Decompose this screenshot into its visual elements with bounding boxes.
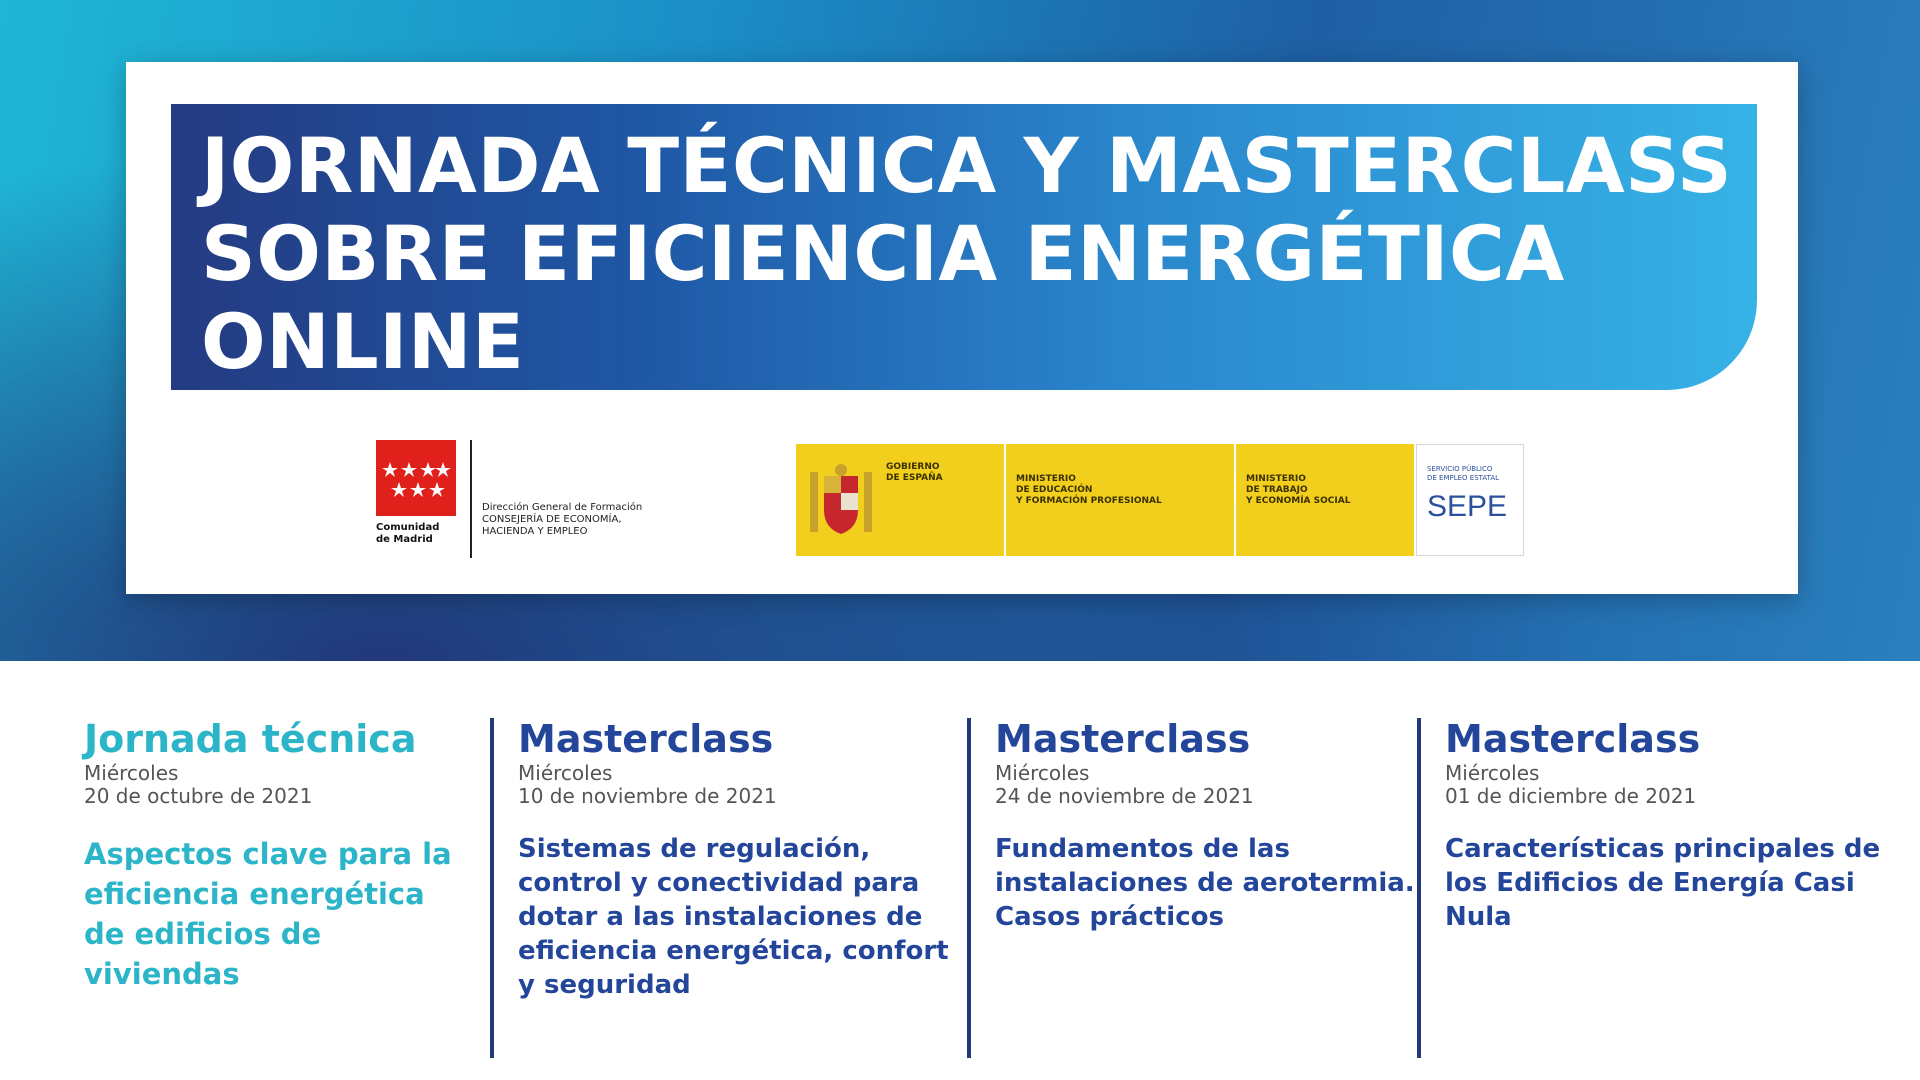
stars-icon — [376, 440, 456, 516]
madrid-name-line: Comunidad — [376, 522, 440, 533]
session-day: Miércoles — [84, 761, 179, 785]
gobierno-line: DE ESPAÑA — [886, 473, 943, 483]
session-type: Jornada técnica — [84, 717, 417, 761]
government-logos — [796, 444, 1524, 556]
sepe-label: SEPE — [1427, 490, 1508, 523]
sepe-logo — [1416, 444, 1524, 556]
comunidad-madrid-logo — [376, 440, 756, 560]
session-column — [1417, 718, 1887, 1058]
session-column — [967, 718, 1417, 1058]
session-column — [84, 718, 470, 1058]
ministry-line: DE TRABAJO — [1246, 485, 1308, 495]
sepe-caption — [1427, 465, 1515, 483]
session-topic: Fundamentos de las instalaciones de aerotermia. Casos prácticos — [995, 834, 1415, 932]
madrid-department — [482, 502, 712, 538]
title-line: SOBRE EFICIENCIA ENERGÉTICA — [201, 209, 1565, 298]
ministry-line: Y ECONOMÍA SOCIAL — [1246, 496, 1351, 506]
title-banner — [171, 104, 1757, 390]
logo-divider — [470, 440, 472, 558]
session-date: 01 de diciembre de 2021 — [1445, 784, 1697, 808]
session-type: Masterclass — [1445, 717, 1701, 761]
ministry-line: MINISTERIO — [1016, 474, 1076, 484]
sepe-caption-line: DE EMPLEO ESTATAL — [1427, 474, 1500, 482]
madrid-department-line: Dirección General de Formación — [482, 502, 643, 513]
session-column — [490, 718, 960, 1058]
session-date: 10 de noviembre de 2021 — [518, 784, 777, 808]
coat-of-arms-icon — [806, 462, 876, 542]
ministry-line: DE EDUCACIÓN — [1016, 485, 1093, 495]
session-type: Masterclass — [995, 717, 1251, 761]
session-topic: Sistemas de regulación, control y conectividad para dotar a las instalaciones de eficiencia energética, confort y seguridad — [518, 834, 949, 1000]
session-day: Miércoles — [518, 761, 613, 785]
gobierno-espana-logo — [796, 444, 1006, 556]
session-topic: Características principales de los Edificios de Energía Casi Nula — [1445, 834, 1881, 932]
ministry-line: Y FORMACIÓN PROFESIONAL — [1016, 496, 1162, 506]
session-date: 20 de octubre de 2021 — [84, 784, 313, 808]
page-title — [201, 122, 1732, 386]
ministerio-trabajo-logo — [1236, 444, 1416, 556]
sepe-caption-line: SERVICIO PÚBLICO — [1427, 465, 1493, 473]
gobierno-line: GOBIERNO — [886, 462, 940, 472]
session-day: Miércoles — [1445, 761, 1540, 785]
header-card — [126, 62, 1798, 594]
ministry-line: MINISTERIO — [1246, 474, 1306, 484]
madrid-name-line: de Madrid — [376, 534, 433, 545]
title-line: JORNADA TÉCNICA Y MASTERCLASS — [201, 121, 1733, 210]
title-line: ONLINE — [201, 297, 525, 386]
madrid-name — [376, 522, 456, 546]
session-date: 24 de noviembre de 2021 — [995, 784, 1254, 808]
ministerio-educacion-logo — [1006, 444, 1236, 556]
session-type: Masterclass — [518, 717, 774, 761]
session-day: Miércoles — [995, 761, 1090, 785]
madrid-department-line: HACIENDA Y EMPLEO — [482, 526, 588, 537]
madrid-department-line: CONSEJERÍA DE ECONOMÍA, — [482, 514, 622, 525]
session-topic: Aspectos clave para la eficiencia energética de edificios de viviendas — [84, 837, 452, 991]
